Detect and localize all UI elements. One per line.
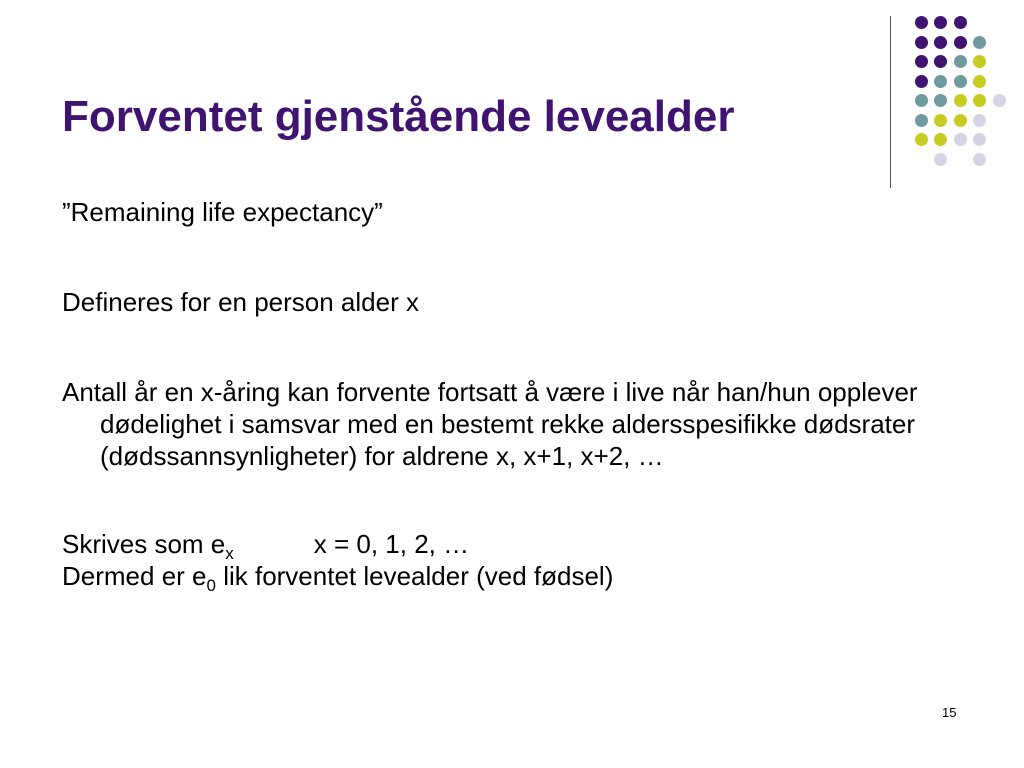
decorative-dot bbox=[954, 55, 967, 68]
decorative-divider-line bbox=[890, 16, 891, 188]
decorative-dot bbox=[934, 114, 947, 127]
decorative-dot bbox=[934, 36, 947, 49]
decorative-dot bbox=[915, 133, 928, 146]
decorative-dot bbox=[973, 153, 986, 166]
body-line-conclusion bbox=[62, 560, 962, 596]
decorative-dot bbox=[934, 133, 947, 146]
conclusion-subscript: 0 bbox=[206, 576, 216, 596]
body-line-notation bbox=[62, 528, 962, 564]
body-line-explanation: Antall år en x-åring kan forvente fortsatt å være i live når han/hun opplever dødelighet i samsvar med en bestemt rekke aldersspesifikke dødsrater (dødssannsynligheter) for aldrene x, x+1, x+2, … bbox=[62, 377, 918, 471]
body-line-definition: Defineres for en person alder x bbox=[62, 287, 419, 317]
notation-range: x = 0, 1, 2, … bbox=[313, 529, 470, 559]
decorative-dot bbox=[973, 36, 986, 49]
decorative-dot bbox=[973, 94, 986, 107]
decorative-dot bbox=[915, 94, 928, 107]
decorative-dot bbox=[973, 133, 986, 146]
notation-subscript: x bbox=[225, 544, 234, 564]
decorative-dot bbox=[993, 94, 1006, 107]
slide-body bbox=[62, 196, 962, 596]
conclusion-prefix: Dermed er e bbox=[62, 561, 207, 591]
decorative-dot bbox=[973, 75, 986, 88]
decorative-dot bbox=[915, 36, 928, 49]
decorative-dot bbox=[954, 114, 967, 127]
decorative-dot bbox=[915, 55, 928, 68]
decorative-dot bbox=[934, 16, 947, 29]
decorative-dot bbox=[973, 55, 986, 68]
decorative-dot bbox=[973, 114, 986, 127]
decorative-dot bbox=[934, 153, 947, 166]
body-line-remaining-life-expectancy: ”Remaining life expectancy” bbox=[62, 197, 383, 227]
slide-title: Forventet gjenstående levealder bbox=[62, 92, 735, 141]
decorative-dot bbox=[954, 133, 967, 146]
decorative-dot bbox=[954, 75, 967, 88]
decorative-dot bbox=[915, 75, 928, 88]
decorative-dot bbox=[934, 75, 947, 88]
notation-prefix: Skrives som e bbox=[62, 529, 226, 559]
decorative-dot bbox=[934, 55, 947, 68]
decorative-dot bbox=[954, 16, 967, 29]
decorative-dot bbox=[915, 114, 928, 127]
decorative-dot bbox=[915, 16, 928, 29]
conclusion-suffix: lik forventet levealder (ved fødsel) bbox=[215, 561, 614, 591]
decorative-dot bbox=[954, 36, 967, 49]
decorative-dot bbox=[954, 94, 967, 107]
decorative-dot bbox=[934, 94, 947, 107]
page-number: 15 bbox=[942, 705, 957, 720]
